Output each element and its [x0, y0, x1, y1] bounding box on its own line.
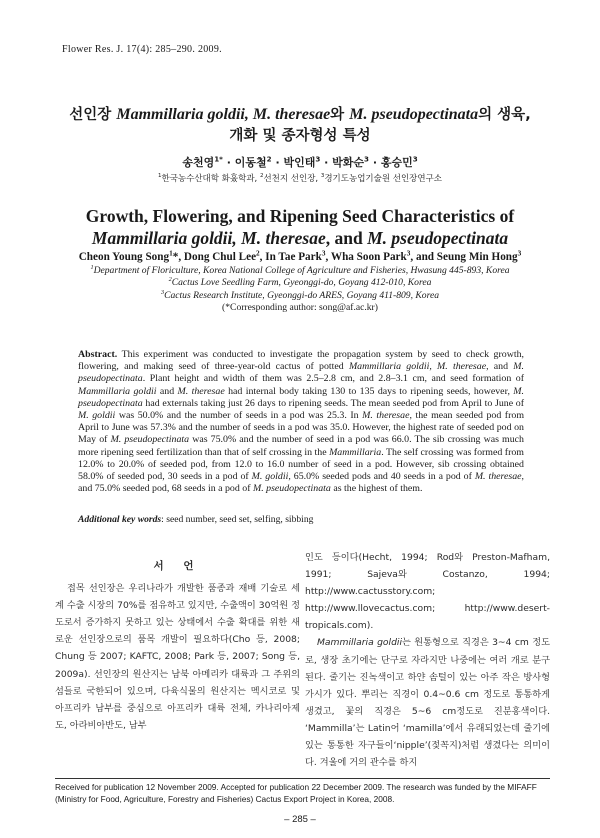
english-affiliations — [40, 265, 560, 314]
species-name: M. theresae — [177, 385, 225, 397]
author-name: , In Tae Park — [259, 251, 322, 263]
abstract-text: as the highest of them. — [330, 483, 423, 495]
species-name: M. goldii — [78, 410, 116, 422]
intro-left-column — [55, 558, 300, 734]
english-title-species-1: Mammillaria goldii, M. theresae — [91, 228, 326, 248]
author-mark: 2 — [266, 154, 272, 164]
species-name: Mammillaria goldii, M. theresae — [348, 361, 487, 373]
species-name: M. pseudopectinata — [252, 483, 331, 495]
abstract-text: had externals taking just 26 days to ripening seeds. The mean seeded pod from April to June of — [142, 397, 524, 409]
affil-text: 경기도농업기술원 선인장연구소 — [324, 174, 443, 184]
species-name: Mammillaria — [329, 446, 382, 458]
author-mark: 3 — [315, 154, 321, 164]
abstract-label: Abstract. — [78, 349, 118, 360]
affil-text: Department of Floriculture, Korea National College of Agriculture and Fisheries, Hwasung 445-893, Korea — [93, 265, 510, 276]
abstract-text: , and 75.0% seeded pod, 68 seeds in a pod of — [78, 471, 525, 495]
intro-text: 는 원통형으로 직경은 3~4 cm 정도로, 생장 초기에는 단구로 자라지만 나중에는 여러 개로 분구된다. 줄기는 진녹색이고 하얀 솜털이 있는 아주 작은 방사형 가시가 있다. 뿌리는 직경이 0.4~0.6 cm 정도로 통통하게 생겼고, 꽃의 직경은 5~6 cm정도로 진분홍색이다. ‘Mammilla’는 Latin어 ‘mamilla’에서 유래되었는데 줄기에 있는 통통한 자구들이‘nipple’(젖꼭지)처럼 생겼다는 의미이다. 겨울에 거의 관수를 하지 — [305, 637, 550, 769]
author-name: , and Seung Min Hong — [410, 251, 518, 263]
korean-title-prefix: 선인장 — [69, 107, 117, 123]
korean-title — [0, 104, 600, 147]
author-mark: 3 — [406, 249, 411, 258]
corresponding-mark: * — [172, 251, 179, 263]
species-name: M. goldii — [251, 471, 289, 483]
author-name: , Wha Soon Park — [325, 251, 407, 263]
intro-paragraph — [305, 634, 550, 771]
korean-title-mid: 와 — [330, 107, 350, 123]
species-name: M. pseudopectinata — [78, 361, 524, 385]
english-authors — [20, 251, 580, 263]
key-words-label: Additional key words — [78, 514, 162, 525]
author-mark: 3 — [517, 249, 522, 258]
affil-mark: 1 — [157, 173, 162, 180]
affil-mark: 3 — [160, 288, 165, 296]
english-title-part-1: Growth, Flowering, and Ripening Seed Characteristics of — [85, 206, 515, 226]
key-words — [78, 514, 524, 525]
abstract-text: , the mean seeded pod from April to June was 57.3% and the number of seeds in a pod was 35.0. However, the highest rate of seeded pod on May of — [78, 410, 524, 446]
species-name: Mammillaria goldii — [78, 385, 157, 397]
species-name: Mammillaria goldii — [317, 637, 403, 649]
author-mark: 1 — [169, 249, 173, 258]
abstract-text: was 75.0% and the number of seed in a pod was 66.0. The sib crossing was much more ripening seed fertilization than that of self crossing in the — [78, 434, 524, 458]
author-name: · 홍승민 — [368, 156, 413, 169]
abstract-text: . The self crossing was formed from 12.0% to 20.0% of seeded pod, from 12.0 to 16.0 number of seed in a pod. However, sib crossing obtained 58.0% of seeded pod, 30 seeds in a pod of — [78, 446, 524, 483]
species-name: M. theresae — [474, 471, 522, 483]
abstract-text: , and — [486, 361, 514, 373]
author-name: Cheon Young Song — [78, 251, 170, 263]
english-title-species-2: M. pseudopectinata — [367, 228, 509, 248]
affiliation-3 — [40, 290, 560, 302]
intro-paragraph: 인도 등이다(Hecht, 1994; Rod와 Preston-Mafham, 1991; Sajeva와 Costanzo, 1994; http://www.cactusstory.com; http://www.llovecactus.com; http://www.desert-tropicals.com). — [305, 552, 550, 632]
footnote-divider — [55, 778, 550, 779]
abstract-text: , 65.0% seeded pods and 40 seeds in a pod of — [288, 471, 475, 483]
author-mark: 3 — [412, 154, 418, 164]
abstract-text: . Plant height and width of them was 2.5–2.8 cm, and 2.8–3.1 cm, and seed formation of — [142, 373, 524, 385]
korean-affiliations — [0, 172, 600, 184]
abstract-text: and — [156, 385, 178, 397]
korean-title-species-2: M. pseudopectinata — [349, 106, 479, 123]
author-mark: 3 — [364, 154, 369, 164]
author-mark: 2 — [256, 249, 260, 258]
korean-authors — [0, 154, 600, 170]
affil-text: 선천지 선인장, — [263, 174, 321, 184]
affil-text: 한국농수산대학 화훘학과, — [161, 174, 260, 184]
korean-title-suffix: 의 생육, — [478, 107, 531, 123]
species-name: M. pseudopectinata — [110, 434, 190, 446]
abstract-text: had internal body taking 130 to 135 days to ripening seeds, however, — [224, 385, 514, 397]
affiliation-2 — [40, 277, 560, 289]
affil-mark: 3 — [320, 173, 325, 180]
affiliation-1 — [40, 265, 560, 277]
author-name: 송천영 — [182, 156, 215, 169]
page-number: – 285 – — [284, 814, 316, 825]
author-name: · 박인태 — [271, 156, 316, 169]
author-mark: 1* — [214, 154, 223, 164]
key-words-text: : seed number, seed set, selfing, sibbing — [161, 514, 314, 525]
species-name: M. pseudopectinata — [78, 385, 524, 409]
intro-paragraph: 접목 선인장은 우리나라가 개발한 품종과 재배 기술로 세계 수출 시장의 70%를 점유하고 있지만, 수출액이 30억원 정도로서 증가하지 못하고 있는 상태에서 수출 확대를 위한 새로운 선인장으로의 품목 개발이 필요하다(Cho 등, 2008; Chung 등 2007; KAFTC, 2008; Park 등, 2007; Song 등, 2009a). 선인장의 원산지는 남북 아메리카 대륙과 그 주위의 섬들로 국한되어 있으며, 다육식물의 원산지는 멕시코로 및 아프리카 남부를 중심으로 아프리카 대륙 전체, 카나리아제도, 아라비아반도, 남부 — [55, 583, 300, 731]
intro-right-column — [305, 549, 550, 771]
affil-mark: 2 — [259, 173, 264, 180]
affil-text: Cactus Research Institute, Gyeonggi-do ARES, Goyang 411-809, Korea — [164, 289, 440, 301]
english-title — [40, 205, 560, 249]
author-name: · 박화순 — [320, 156, 365, 169]
received-note: Received for publication 12 November 2009. Accepted for publication 22 December 2009. The research was funded by the MIFAFF (Ministry for Food, Agriculture, Forestry and Fisheries) Cactus Export Project in Korea, 2008. — [55, 782, 537, 804]
author-mark: 3 — [321, 249, 326, 258]
affil-mark: 1 — [90, 263, 94, 271]
korean-title-line-2: 개화 및 종자형성 특성 — [229, 128, 371, 144]
affil-text: Cactus Love Seedling Farm, Gyeonggi-do, Goyang 412-010, Korea — [171, 277, 432, 289]
abstract — [78, 349, 524, 495]
author-name: , Dong Chul Lee — [178, 251, 257, 263]
abstract-text: was 50.0% and the number of seeds in a pod was 25.3. In — [115, 410, 363, 422]
korean-title-species-1: Mammillaria goldii, M. theresae — [116, 106, 331, 123]
english-title-part-2: , and — [325, 228, 368, 248]
author-name: · 이동철 — [222, 156, 267, 169]
species-name: M. theresae — [362, 410, 410, 422]
affil-mark: 2 — [168, 276, 172, 284]
journal-citation: Flower Res. J. 17(4): 285–290. 2009. — [62, 44, 222, 55]
abstract-text: This experiment was conducted to investigate the propagation system by seed to check growth, flowering, and making seed of three-year-old cactus of potted — [78, 349, 524, 373]
corresponding-author: (*Corresponding author: song@af.ac.kr) — [222, 301, 378, 313]
section-heading: 서 언 — [153, 560, 202, 572]
